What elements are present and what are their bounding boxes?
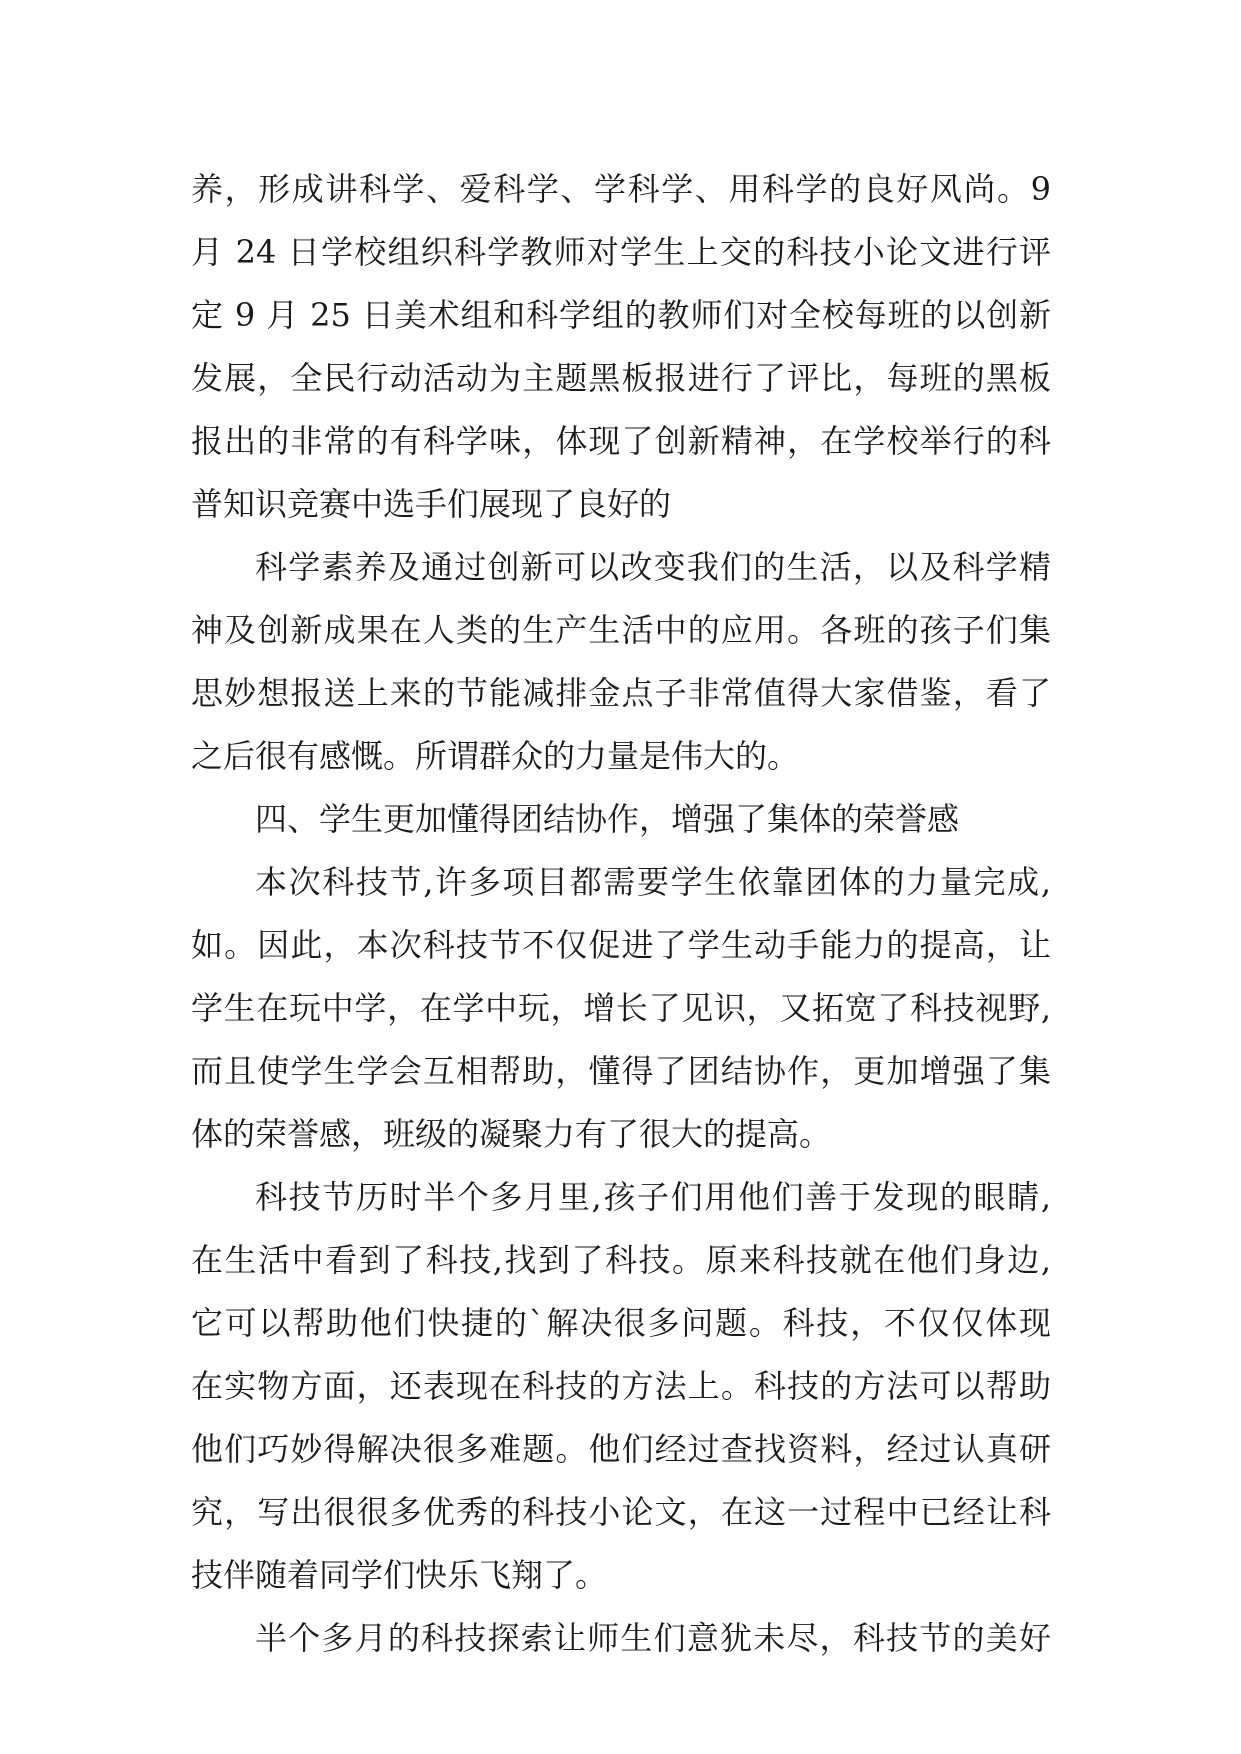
text-line: 报出的非常的有科学味，体现了创新精神，在学校举行的科: [191, 422, 1051, 460]
text-line: 之后很有感慨。所谓群众的力量是伟大的。: [191, 737, 800, 775]
text-line: 而且使学生学会互相帮助，懂得了团结协作，更加增强了集: [191, 1052, 1051, 1090]
text-line: 普知识竞赛中选手们展现了良好的: [191, 485, 672, 523]
text-line: 体的荣誉感，班级的凝聚力有了很大的提高。: [191, 1115, 832, 1153]
paragraph-first-line: 科学素养及通过创新可以改变我们的生活，以及科学精: [255, 548, 1051, 586]
text-line: 如。因此，本次科技节不仅促进了学生动手能力的提高，让: [191, 926, 1051, 964]
text-line: 发展，全民行动活动为主题黑板报进行了评比，每班的黑板: [191, 359, 1051, 397]
body-text: [191, 158, 1051, 1670]
text-line: 他们巧妙得解决很多难题。他们经过查找资料，经过认真研: [191, 1430, 1051, 1468]
paragraph-first-line: 半个多月的科技探索让师生们意犹未尽，科技节的美好: [255, 1619, 1051, 1657]
text-line: 月 24 日学校组织科学教师对学生上交的科技小论文进行评: [191, 233, 1051, 271]
text-line: 在实物方面，还表现在科技的方法上。科技的方法可以帮助: [191, 1367, 1051, 1405]
text-line: 定 9 月 25 日美术组和科学组的教师们对全校每班的以创新: [191, 296, 1051, 334]
text-line: 它可以帮助他们快捷的`解决很多问题。科技，不仅仅体现: [191, 1304, 1051, 1342]
text-line: 养，形成讲科学、爱科学、学科学、用科学的良好风尚。9: [191, 170, 1051, 208]
paragraph-first-line: 本次科技节,许多项目都需要学生依靠团体的力量完成,: [255, 863, 1051, 901]
paragraph-first-line: 科技节历时半个多月里,孩子们用他们善于发现的眼睛,: [255, 1178, 1051, 1216]
text-line: 思妙想报送上来的节能减排金点子非常值得大家借鉴，看了: [191, 674, 1051, 712]
text-line: 神及创新成果在人类的生产生活中的应用。各班的孩子们集: [191, 611, 1051, 649]
text-line: 在生活中看到了科技,找到了科技。原来科技就在他们身边,: [191, 1241, 1051, 1279]
text-line: 究，写出很很多优秀的科技小论文，在这一过程中已经让科: [191, 1493, 1051, 1531]
text-line: 技伴随着同学们快乐飞翔了。: [191, 1556, 608, 1594]
section-heading: 四、学生更加懂得团结协作，增强了集体的荣誉感: [255, 800, 960, 838]
text-line: 学生在玩中学，在学中玩，增长了见识，又拓宽了科技视野,: [191, 989, 1051, 1027]
